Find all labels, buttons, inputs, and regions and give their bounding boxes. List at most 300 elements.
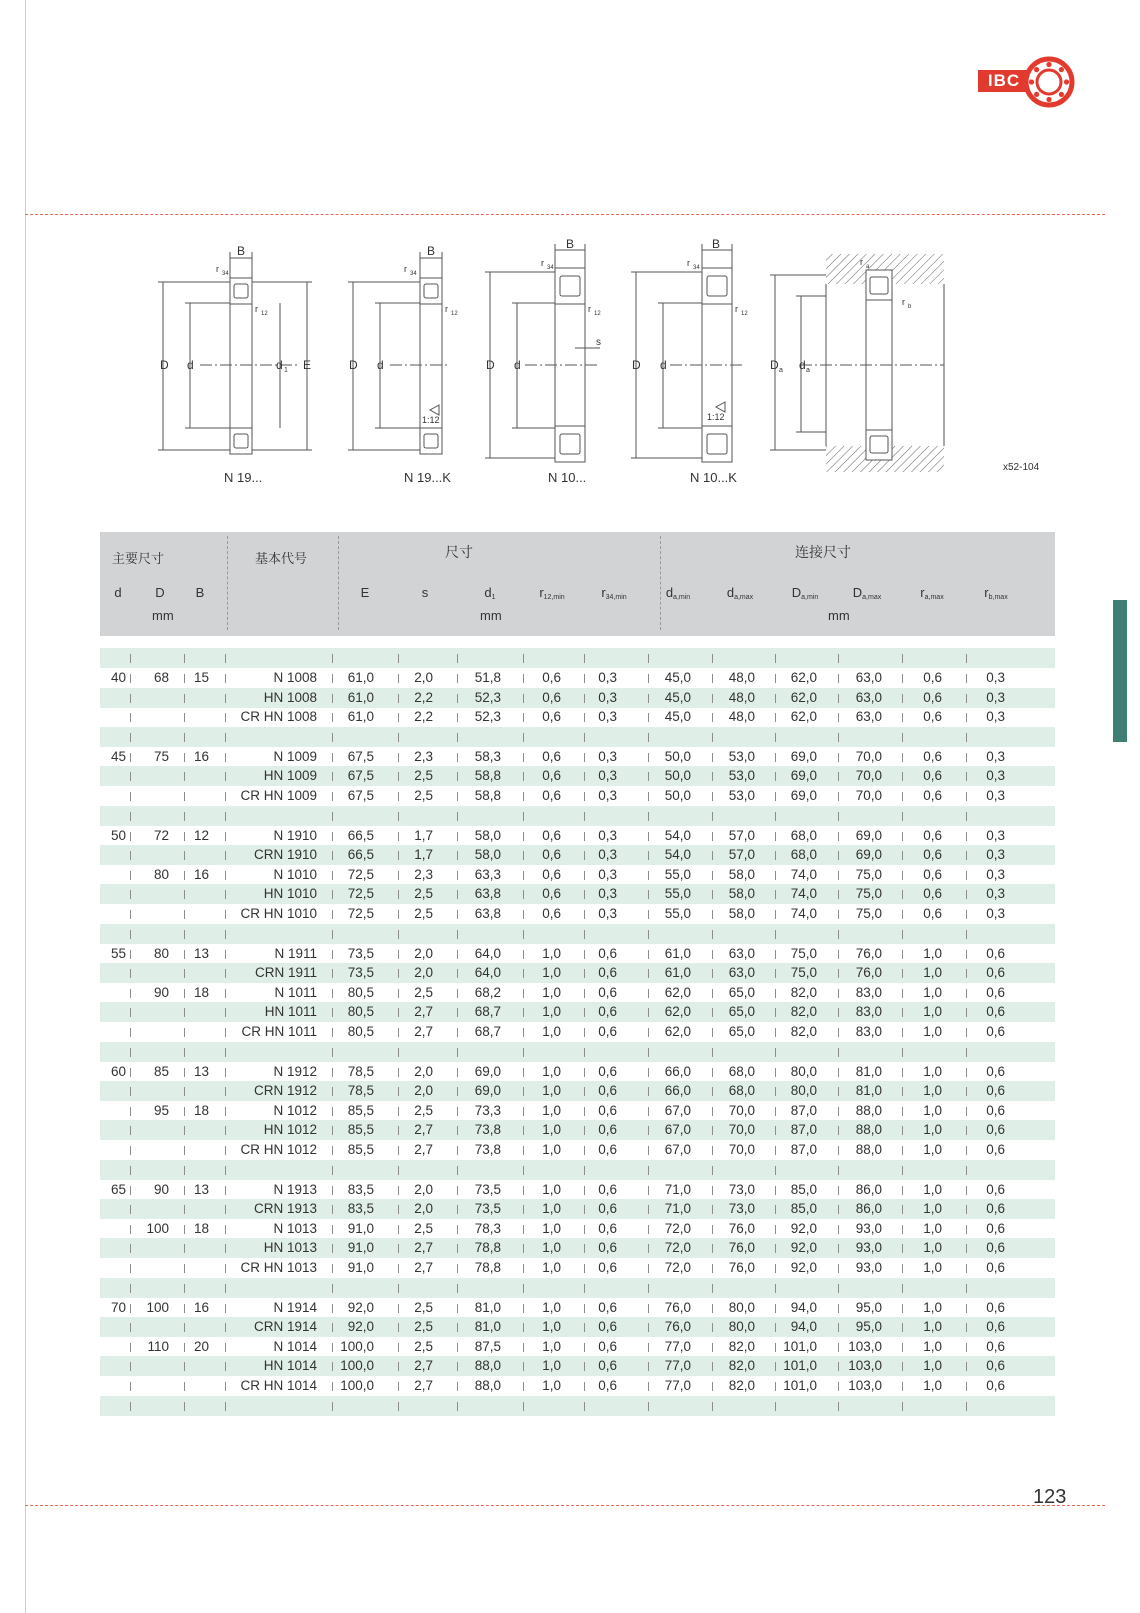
table-cell: 54,0 <box>664 847 691 863</box>
table-cell: 48,0 <box>728 709 755 725</box>
table-cell: 75,0 <box>790 965 817 981</box>
table-cell: 67,0 <box>664 1142 691 1157</box>
logo-text: IBC <box>978 70 1030 92</box>
table-cell <box>165 786 209 806</box>
table-cell: 0,3 <box>986 689 1005 705</box>
table-cell: 103,0 <box>848 1338 882 1354</box>
column-divider-tick <box>584 1402 585 1411</box>
label-r12-3: r <box>588 304 591 314</box>
column-divider-tick <box>523 1284 524 1293</box>
column-divider-tick <box>184 930 185 939</box>
column-divider-tick <box>225 654 226 663</box>
table-cell: 0,6 <box>598 1378 617 1393</box>
table-cell: 58,0 <box>474 847 501 863</box>
table-cell: 72,5 <box>347 886 374 902</box>
column-divider-tick <box>184 1402 185 1411</box>
table-cell: 50,0 <box>664 748 691 764</box>
column-divider-tick <box>966 812 967 821</box>
table-cell: N 1913 <box>273 1181 317 1197</box>
column-divider-tick <box>225 1048 226 1057</box>
table-cell: 2,0 <box>414 1063 433 1079</box>
table-cell: 75,0 <box>855 866 882 882</box>
table-cell: 1,0 <box>542 1260 561 1275</box>
table-cell: 2,0 <box>414 945 433 961</box>
table-cell: 55 <box>110 945 126 961</box>
table-cell: 83,5 <box>347 1181 374 1197</box>
table-cell: 69,0 <box>474 1063 501 1079</box>
table-cell: 1,0 <box>542 1102 561 1118</box>
table-cell: 40 <box>110 670 126 685</box>
column-header <box>720 585 760 601</box>
table-cell: 88,0 <box>855 1122 882 1138</box>
table-cell: 100 <box>146 1299 169 1315</box>
label-r34-sub-1: 34 <box>222 271 229 277</box>
table-cell: 0,6 <box>923 748 942 764</box>
label-da-sub: a <box>806 367 810 374</box>
table-cell <box>165 1258 209 1278</box>
label-d-2: d <box>377 358 384 372</box>
table-cell: 95 <box>153 1102 169 1118</box>
column-divider-tick <box>225 1402 226 1411</box>
table-cell <box>165 845 209 865</box>
table-cell: 68,2 <box>474 984 501 1000</box>
label-ra: r <box>860 257 863 267</box>
table-cell: N 1008 <box>273 670 317 685</box>
column-divider-tick <box>775 1402 776 1411</box>
column-divider-tick <box>902 1048 903 1057</box>
table-cell: 72,5 <box>347 866 374 882</box>
column-header-main: B <box>195 585 205 600</box>
group-designation: 基本代号 <box>255 551 308 566</box>
table-cell: 63,3 <box>474 866 501 882</box>
table-cell: 65,0 <box>728 1024 755 1039</box>
table-cell: 90 <box>153 1181 169 1197</box>
column-header <box>532 585 572 601</box>
table-cell <box>165 766 209 786</box>
group-dimensions: 尺寸 <box>445 544 473 560</box>
table-cell <box>125 845 169 865</box>
group-spacer-row <box>100 806 1055 826</box>
table-cell: N 1010 <box>273 866 317 882</box>
column-header-main: r <box>984 585 989 600</box>
column-divider-tick <box>523 1402 524 1411</box>
table-cell: 1,0 <box>923 1201 942 1217</box>
table-cell: 0,6 <box>986 1201 1005 1217</box>
group-abutment-dimensions: 连接尺寸 <box>795 544 851 560</box>
column-header <box>976 585 1016 601</box>
column-divider-tick <box>130 654 131 663</box>
caption-n10k: N 10...K <box>690 470 737 485</box>
table-cell: 53,0 <box>728 748 755 764</box>
table-cell <box>82 1022 126 1042</box>
table-row <box>100 1219 1055 1239</box>
column-divider-tick <box>457 1166 458 1175</box>
table-cell: 0,6 <box>598 1142 617 1157</box>
table-cell: 0,6 <box>542 670 561 685</box>
table-cell: HN 1009 <box>263 768 317 784</box>
column-divider-tick <box>398 1048 399 1057</box>
column-header-main: r <box>539 585 544 600</box>
drawing-n19 <box>158 252 312 454</box>
label-r12-1: r <box>255 304 258 314</box>
label-r34-sub-2: 34 <box>410 271 417 277</box>
table-cell: 73,5 <box>347 965 374 981</box>
table-row <box>100 766 1055 786</box>
table-cell: 67,0 <box>664 1102 691 1118</box>
table-cell: 0,6 <box>598 1240 617 1256</box>
table-header-band <box>100 532 1055 636</box>
column-divider-tick <box>130 812 131 821</box>
table-cell: 68,0 <box>790 847 817 863</box>
table-cell <box>82 1376 126 1396</box>
header-separator <box>227 536 228 630</box>
table-cell: 0,6 <box>986 1220 1005 1236</box>
table-cell: 85,0 <box>790 1181 817 1197</box>
table-cell <box>125 1238 169 1258</box>
table-cell: 0,3 <box>598 847 617 863</box>
table-cell: 101,0 <box>783 1378 817 1393</box>
table-cell: 91,0 <box>347 1220 374 1236</box>
table-cell: 62,0 <box>790 709 817 725</box>
table-row <box>100 1238 1055 1258</box>
table-cell <box>82 1238 126 1258</box>
label-d-1: d <box>187 358 194 372</box>
column-header-sub: a,min <box>673 594 691 601</box>
table-cell: 70,0 <box>728 1122 755 1138</box>
column-divider-tick <box>523 733 524 742</box>
table-cell: 82,0 <box>790 1024 817 1039</box>
group-spacer-row <box>100 727 1055 747</box>
table-cell: 13 <box>193 1181 209 1197</box>
table-cell: 87,0 <box>790 1102 817 1118</box>
table-cell: 76,0 <box>728 1220 755 1236</box>
table-cell: 1,0 <box>923 1358 942 1374</box>
column-divider-tick <box>332 733 333 742</box>
table-cell: 0,6 <box>923 670 942 685</box>
table-cell: 0,6 <box>598 1083 617 1099</box>
table-cell: 2,3 <box>414 866 433 882</box>
table-cell <box>82 1317 126 1337</box>
table-cell: 20 <box>193 1338 209 1354</box>
table-cell: 64,0 <box>474 965 501 981</box>
label-d-3: d <box>514 358 521 372</box>
label-r12-sub-3: 12 <box>594 311 601 317</box>
table-cell: 2,7 <box>414 1122 433 1138</box>
table-cell: 0,3 <box>986 866 1005 882</box>
label-r34-3: r <box>541 258 544 268</box>
table-cell: 0,3 <box>986 847 1005 863</box>
table-cell <box>82 1120 126 1140</box>
table-cell: 100,0 <box>340 1338 374 1354</box>
column-divider-tick <box>225 1284 226 1293</box>
column-header-sub: 1 <box>491 594 496 601</box>
table-cell: 68,7 <box>474 1024 501 1039</box>
label-r12-sub-4: 12 <box>741 311 748 317</box>
table-cell: 76,0 <box>664 1319 691 1335</box>
table-cell: 0,6 <box>986 1024 1005 1039</box>
label-b-1: B <box>237 244 246 258</box>
column-divider-tick <box>712 654 713 663</box>
column-divider-tick <box>523 930 524 939</box>
table-cell: 61,0 <box>347 689 374 705</box>
table-cell: 66,5 <box>347 847 374 863</box>
table-cell: 78,3 <box>474 1220 501 1236</box>
table-cell: 70,0 <box>728 1142 755 1157</box>
column-divider-tick <box>966 930 967 939</box>
table-cell <box>82 786 126 806</box>
table-cell: 1,0 <box>923 1181 942 1197</box>
table-cell: 70,0 <box>728 1102 755 1118</box>
table-row <box>100 1258 1055 1278</box>
column-divider-tick <box>775 1284 776 1293</box>
table-cell <box>165 707 209 727</box>
table-cell: 13 <box>193 1063 209 1079</box>
table-cell: 52,3 <box>474 689 501 705</box>
table-cell: 2,5 <box>414 1338 433 1354</box>
table-cell: 0,6 <box>986 1181 1005 1197</box>
table-cell: 63,0 <box>855 709 882 725</box>
table-cell: 1,0 <box>923 1299 942 1315</box>
table-cell: 1,0 <box>923 1122 942 1138</box>
table-cell: 55,0 <box>664 886 691 902</box>
table-cell: 0,6 <box>986 965 1005 981</box>
table-cell: 75,0 <box>790 945 817 961</box>
table-cell <box>82 963 126 983</box>
column-divider-tick <box>838 1166 839 1175</box>
label-Da: D <box>770 358 779 372</box>
table-cell: 2,7 <box>414 1260 433 1275</box>
label-E-1: E <box>303 358 312 372</box>
table-cell <box>82 1140 126 1160</box>
table-cell: 58,8 <box>474 788 501 803</box>
table-cell: 0,6 <box>598 1181 617 1197</box>
table-cell: CR HN 1010 <box>240 906 317 921</box>
table-cell: CRN 1912 <box>253 1083 317 1099</box>
table-cell: N 1011 <box>274 984 317 1000</box>
column-divider-tick <box>966 1402 967 1411</box>
table-cell: 0,6 <box>986 1338 1005 1354</box>
table-cell: 88,0 <box>855 1102 882 1118</box>
table-cell <box>165 688 209 708</box>
table-cell: 2,0 <box>414 1201 433 1217</box>
table-cell: 95,0 <box>855 1319 882 1335</box>
header-separator <box>660 536 661 630</box>
table-cell: N 1910 <box>273 827 317 843</box>
table-cell <box>125 1376 169 1396</box>
table-cell: 62,0 <box>664 1024 691 1039</box>
label-d1-1: d <box>276 358 283 372</box>
table-cell: 63,0 <box>728 945 755 961</box>
table-cell: 103,0 <box>848 1378 882 1393</box>
column-divider-tick <box>332 1048 333 1057</box>
column-divider-tick <box>184 1284 185 1293</box>
table-cell <box>82 1356 126 1376</box>
table-cell: CRN 1910 <box>253 847 317 863</box>
table-cell: 2,5 <box>414 984 433 1000</box>
table-cell: 53,0 <box>728 788 755 803</box>
table-cell <box>125 1022 169 1042</box>
table-cell: 103,0 <box>848 1358 882 1374</box>
table-cell: 1,0 <box>542 1319 561 1335</box>
table-cell <box>82 1002 126 1022</box>
column-divider-tick <box>332 1284 333 1293</box>
table-cell: 1,7 <box>414 847 433 863</box>
column-divider-tick <box>130 733 131 742</box>
table-cell: 0,6 <box>923 906 942 921</box>
column-divider-tick <box>184 1166 185 1175</box>
column-divider-tick <box>648 1402 649 1411</box>
table-row <box>100 1180 1055 1200</box>
table-cell: 2,5 <box>414 886 433 902</box>
table-cell: 78,5 <box>347 1083 374 1099</box>
table-cell: 58,3 <box>474 748 501 764</box>
table-cell: 0,6 <box>542 827 561 843</box>
table-cell: 70,0 <box>855 768 882 784</box>
table-cell: 68 <box>153 670 169 685</box>
table-cell: N 1014 <box>273 1338 317 1354</box>
table-cell: 50 <box>110 827 126 843</box>
table-cell: HN 1013 <box>263 1240 317 1256</box>
table-cell: 2,7 <box>414 1358 433 1374</box>
table-cell: 76,0 <box>664 1299 691 1315</box>
table-cell: 68,0 <box>728 1063 755 1079</box>
column-divider-tick <box>398 733 399 742</box>
column-divider-tick <box>584 1166 585 1175</box>
table-cell: 2,7 <box>414 1240 433 1256</box>
label-r34-2: r <box>404 264 407 274</box>
table-cell: 2,5 <box>414 1220 433 1236</box>
column-divider-tick <box>775 1166 776 1175</box>
table-cell: 61,0 <box>347 670 374 685</box>
table-cell: 1,0 <box>542 1240 561 1256</box>
table-row <box>100 688 1055 708</box>
column-header <box>594 585 634 601</box>
table-cell: 80,0 <box>790 1063 817 1079</box>
unit-abutment: mm <box>828 608 850 623</box>
table-cell: 71,0 <box>664 1201 691 1217</box>
table-cell: 62,0 <box>664 1004 691 1020</box>
group-main-dimensions: 主要尺寸 <box>112 551 165 566</box>
table-row <box>100 1298 1055 1318</box>
table-row <box>100 1317 1055 1337</box>
table-cell: 74,0 <box>790 886 817 902</box>
table-row <box>100 865 1055 885</box>
table-cell: 82,0 <box>728 1378 755 1393</box>
table-cell: 73,8 <box>474 1142 501 1157</box>
table-cell: 0,6 <box>986 1083 1005 1099</box>
table-cell: 100,0 <box>340 1378 374 1393</box>
table-cell: 50,0 <box>664 788 691 803</box>
table-cell <box>165 1140 209 1160</box>
label-b-3: B <box>566 237 575 251</box>
table-cell: 1,0 <box>923 1102 942 1118</box>
table-cell: 0,6 <box>986 1004 1005 1020</box>
table-cell: 65,0 <box>728 1004 755 1020</box>
label-b-2: B <box>427 244 436 258</box>
table-cell: 2,5 <box>414 906 433 921</box>
table-cell: 57,0 <box>728 827 755 843</box>
table-cell: 45,0 <box>664 709 691 725</box>
table-row <box>100 707 1055 727</box>
table-cell: 0,6 <box>542 709 561 725</box>
table-cell: 0,6 <box>598 1063 617 1079</box>
table-cell: 1,0 <box>542 1181 561 1197</box>
table-cell: 100,0 <box>340 1358 374 1374</box>
table-cell: 0,6 <box>986 1102 1005 1118</box>
table-cell: CR HN 1011 <box>241 1024 317 1039</box>
table-cell: 68,7 <box>474 1004 501 1020</box>
table-cell <box>125 884 169 904</box>
table-cell: 60 <box>110 1063 126 1079</box>
column-divider-tick <box>966 654 967 663</box>
column-header-sub: a,max <box>924 594 944 601</box>
column-divider-tick <box>184 654 185 663</box>
table-cell: 72,0 <box>664 1240 691 1256</box>
table-cell: 75,0 <box>855 886 882 902</box>
table-cell <box>165 1376 209 1396</box>
column-divider-tick <box>225 930 226 939</box>
table-cell: HN 1011 <box>264 1004 317 1020</box>
table-cell: N 1013 <box>273 1220 317 1236</box>
column-header-main: r <box>920 585 925 600</box>
table-cell: 0,6 <box>986 1122 1005 1138</box>
table-cell: 2,5 <box>414 1102 433 1118</box>
table-cell: 18 <box>193 984 209 1000</box>
table-cell: 0,6 <box>598 1358 617 1374</box>
table-cell: 63,0 <box>855 670 882 685</box>
table-cell <box>125 688 169 708</box>
table-cell: 73,5 <box>474 1181 501 1197</box>
table-cell: 0,6 <box>598 1220 617 1236</box>
table-cell: 45,0 <box>664 689 691 705</box>
table-cell: 0,6 <box>986 984 1005 1000</box>
table-cell: CR HN 1014 <box>240 1378 317 1393</box>
table-cell: 1,0 <box>923 1024 942 1039</box>
table-cell: 67,5 <box>347 748 374 764</box>
table-cell: 2,7 <box>414 1378 433 1393</box>
table-cell: 83,0 <box>855 1024 882 1039</box>
table-cell: 0,6 <box>923 866 942 882</box>
table-cell: 1,0 <box>542 1024 561 1039</box>
table-cell: 90 <box>153 984 169 1000</box>
table-cell: 1,0 <box>923 1142 942 1157</box>
column-divider-tick <box>902 812 903 821</box>
table-row <box>100 786 1055 806</box>
table-cell: 69,0 <box>474 1083 501 1099</box>
label-d1-sub-1: 1 <box>284 367 288 374</box>
table-cell: 85,5 <box>347 1142 374 1157</box>
table-cell: 70 <box>110 1299 126 1315</box>
table-cell: 67,5 <box>347 788 374 803</box>
table-cell: 2,5 <box>414 1299 433 1315</box>
table-cell: 1,0 <box>542 1083 561 1099</box>
table-cell <box>165 1022 209 1042</box>
table-cell: 0,6 <box>542 866 561 882</box>
table-cell: 18 <box>193 1102 209 1118</box>
table-cell: 92,0 <box>790 1240 817 1256</box>
table-cell: 12 <box>193 827 209 843</box>
drawing-n10k <box>631 244 745 462</box>
table-cell: 0,3 <box>986 906 1005 921</box>
table-cell: 85,0 <box>790 1201 817 1217</box>
column-divider-tick <box>775 930 776 939</box>
table-cell: 53,0 <box>728 768 755 784</box>
table-cell: 0,6 <box>598 984 617 1000</box>
column-header-main: s <box>421 585 429 600</box>
table-cell: 1,0 <box>923 945 942 961</box>
column-divider-tick <box>130 1402 131 1411</box>
table-cell: CRN 1913 <box>253 1201 317 1217</box>
